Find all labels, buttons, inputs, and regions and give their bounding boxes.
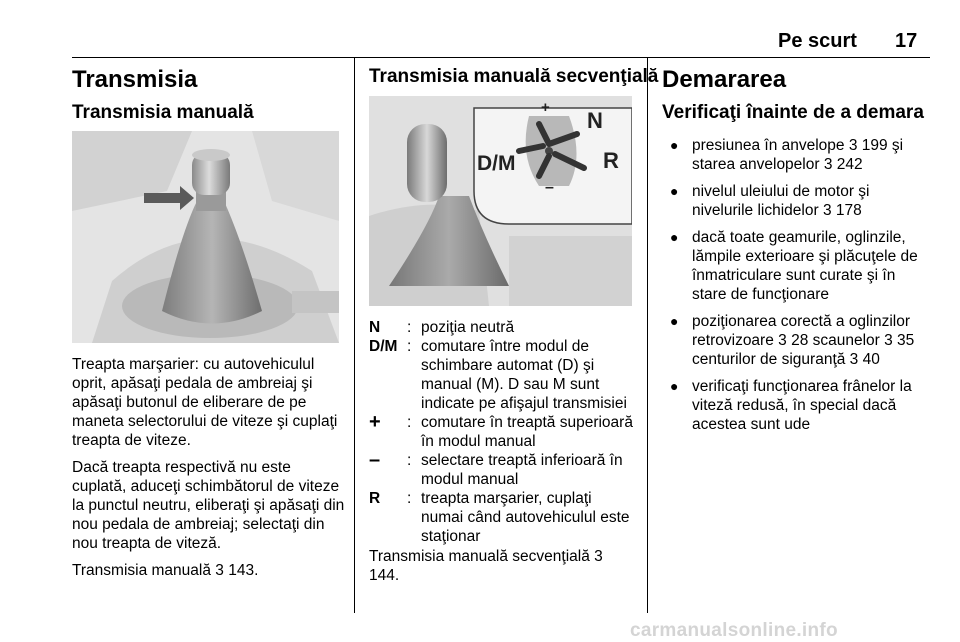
list-item-text: poziţionarea corectă a oglinzilor retrovizoare 3 28 scaunelor 3 35 centurilor de siguranţă 3 40 bbox=[692, 313, 915, 368]
legend-colon: : bbox=[407, 319, 412, 336]
watermark: carmanualsonline.info bbox=[630, 620, 838, 641]
list-item-text: presiunea în anvelope 3 199 şi starea anvelopelor 3 242 bbox=[692, 137, 904, 173]
checks-before-driving-heading: Verificaţi înainte de a demara bbox=[662, 102, 924, 123]
legend-key: + bbox=[369, 411, 381, 433]
manual-gearshift-photo bbox=[72, 131, 339, 343]
manual-transmission-reference: Transmisia manuală 3 143. bbox=[72, 562, 259, 579]
header-rule bbox=[72, 57, 930, 58]
legend-colon: : bbox=[407, 414, 412, 431]
legend-row-r bbox=[369, 489, 637, 546]
legend-desc: treapta marşarier, cuplaţi numai când autovehiculul este staţionar bbox=[421, 490, 630, 545]
list-item-text: verificaţi funcţionarea frânelor la viteză redusă, în special dacă acestea sunt ude bbox=[692, 378, 912, 433]
gear-label-r: R bbox=[603, 148, 619, 173]
legend-desc: poziţia neutră bbox=[421, 319, 515, 336]
legend-colon: : bbox=[407, 490, 412, 507]
gear-label-plus: + bbox=[541, 99, 550, 116]
legend-key: N bbox=[369, 319, 381, 336]
list-item-text: dacă toate geamurile, oglinzile, lămpile exterioare şi plăcuţele de înmatriculare sunt curate şi în stare de funcţionare bbox=[692, 229, 918, 303]
gearshift-illustration bbox=[72, 131, 339, 343]
column-rule-1 bbox=[354, 58, 355, 613]
sequential-transmission-heading: Transmisia manuală secvenţială bbox=[369, 66, 659, 87]
sequential-legend bbox=[369, 318, 637, 546]
sequential-shifter-illustration bbox=[369, 96, 632, 306]
legend-key: – bbox=[369, 449, 381, 471]
page-number: 17 bbox=[895, 30, 918, 52]
legend-desc: selectare treaptă inferioară în modul manual bbox=[421, 452, 623, 488]
legend-desc: comutare în treaptă superioară în modul manual bbox=[421, 414, 633, 450]
legend-row-minus bbox=[369, 451, 637, 489]
gear-label-dm: D/M bbox=[477, 152, 516, 175]
legend-key: D/M bbox=[369, 338, 398, 355]
legend-row-dm bbox=[369, 337, 637, 413]
manual-transmission-heading: Transmisia manuală bbox=[72, 102, 254, 123]
pre-drive-checklist bbox=[668, 136, 933, 442]
sequential-transmission-reference: Transmisia manuală secvenţială 3 144. bbox=[369, 548, 603, 584]
gear-not-engaged-paragraph: Dacă treapta respectivă nu este cuplată, aduceţi schimbătorul de viteze la punctul neutru, eliberaţi şi apăsaţi din nou pedala de ambreiaj; selectaţi din nou treapta de viteză. bbox=[72, 459, 345, 552]
gear-label-n: N bbox=[587, 108, 603, 133]
starting-title: Demararea bbox=[662, 66, 787, 93]
manual-transmission-text bbox=[72, 355, 347, 588]
legend-row-n bbox=[369, 318, 637, 337]
sequential-gearshift-photo bbox=[369, 96, 632, 306]
legend-row-plus bbox=[369, 413, 637, 451]
bullet-dot: ● bbox=[670, 137, 679, 153]
list-item bbox=[668, 312, 933, 369]
transmission-title: Transmisia bbox=[72, 66, 198, 93]
column-rule-2 bbox=[647, 58, 648, 613]
reverse-gear-paragraph: Treapta marşarier: cu autovehiculul oprit, apăsaţi pedala de ambreiaj şi apăsaţi butonul de eliberare de pe maneta selectorului de viteze şi cuplaţi treapta de viteze. bbox=[72, 356, 338, 449]
list-item bbox=[668, 182, 933, 220]
bullet-dot: ● bbox=[670, 183, 679, 199]
list-item bbox=[668, 136, 933, 174]
list-item bbox=[668, 228, 933, 304]
legend-colon: : bbox=[407, 452, 412, 469]
bullet-dot: ● bbox=[670, 378, 679, 394]
legend-desc: comutare între modul de schimbare automat (D) şi manual (M). D sau M sunt indicate pe afişajul transmisiei bbox=[421, 338, 627, 412]
bullet-dot: ● bbox=[670, 313, 679, 329]
bullet-dot: ● bbox=[670, 229, 679, 245]
list-item bbox=[668, 377, 933, 434]
header-section-title: Pe scurt bbox=[778, 30, 857, 52]
gear-label-minus: – bbox=[545, 179, 554, 196]
list-item-text: nivelul uleiului de motor şi nivelurile lichidelor 3 178 bbox=[692, 183, 870, 219]
legend-colon: : bbox=[407, 338, 412, 355]
legend-key: R bbox=[369, 490, 381, 507]
